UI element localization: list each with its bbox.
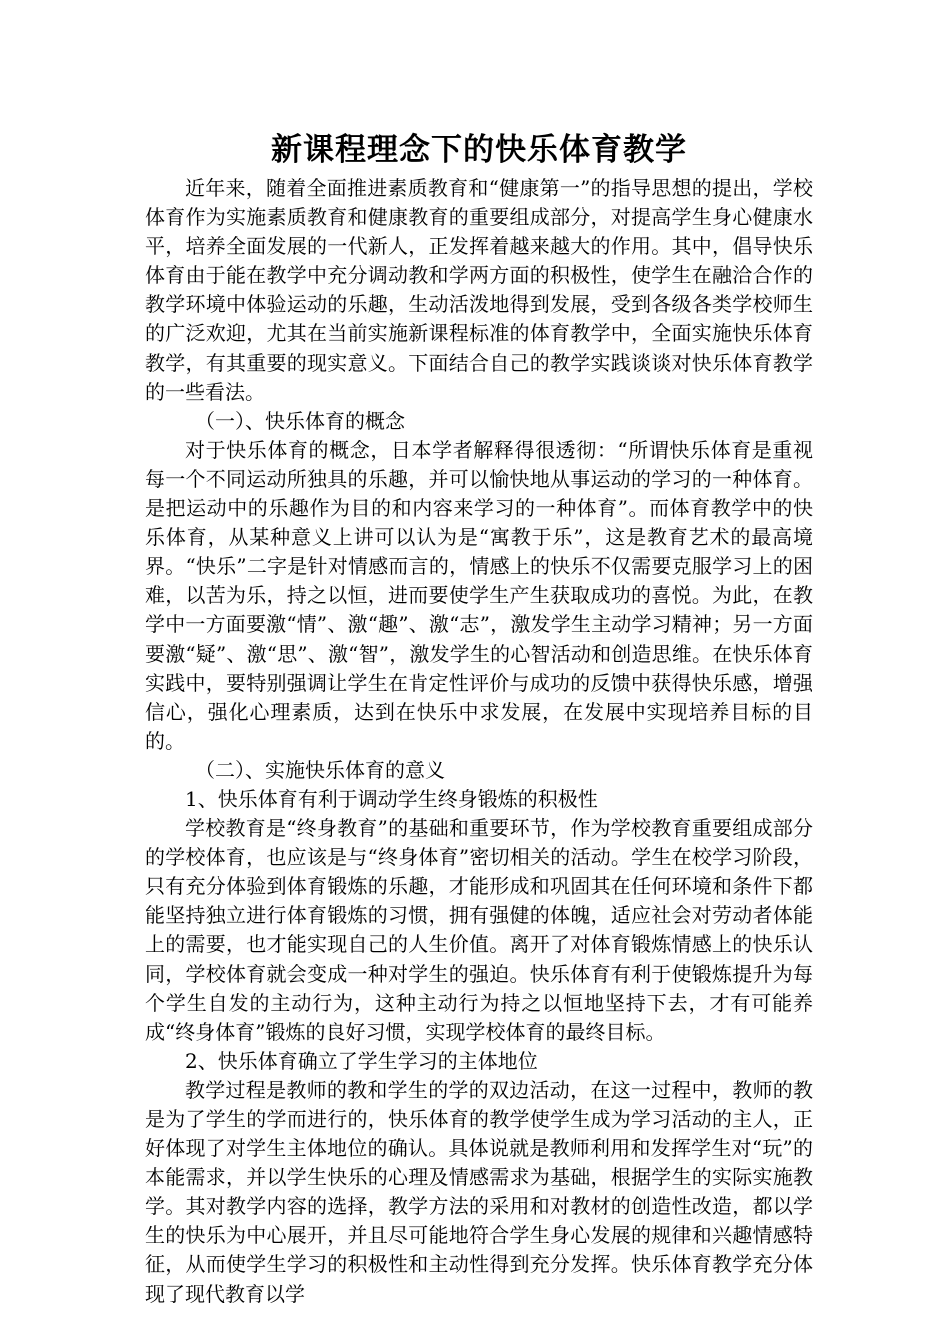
intro-paragraph: 近年来，随着全面推进素质教育和“健康第一”的指导思想的提出，学校体育作为实施素质教育和健康教育的重要组成部分，对提高学生身心健康水平，培养全面发展的一代新人，正发挥着越来越大的作用。其中，倡导快乐体育由于能在教学中充分调动教和学两方面的积极性，使学生在融洽合作的教学环境中体验运动的乐趣，生动活泼地得到发展，受到各级各类学校师生的广泛欢迎，尤其在当前实施新课程标准的体育教学中，全面实施快乐体育教学，有其重要的现实意义。下面结合自己的教学实践谈谈对快乐体育教学的一些看法。 bbox=[145, 176, 813, 404]
section-heading-concept: （一）、快乐体育的概念 bbox=[195, 408, 405, 433]
student-subject-paragraph: 教学过程是教师的教和学生的学的双边活动，在这一过程中，教师的教是为了学生的学而进行的，快乐体育的教学使学生成为学习活动的主人，正好体现了对学生主体地位的确认。具体说就是教师利用和发挥学生对“玩”的本能需求，并以学生快乐的心理及情感需求为基础，根据学生的实际实施教学。其对教学内容的选择，教学方法的采用和对教材的创造性改造，都以学生的快乐为中心展开，并且尽可能地符合学生身心发展的规律和兴趣情感特征，从而使学生学习的积极性和主动性得到充分发挥。快乐体育教学充分体现了现代教育以学 bbox=[145, 1077, 813, 1306]
subheading-lifelong-exercise: 1、快乐体育有利于调动学生终身锻炼的积极性 bbox=[185, 786, 598, 811]
subheading-student-subject: 2、快乐体育确立了学生学习的主体地位 bbox=[185, 1048, 538, 1073]
document-page bbox=[145, 128, 813, 1309]
document-title: 新课程理念下的快乐体育教学 bbox=[271, 132, 687, 168]
concept-paragraph: 对于快乐体育的概念，日本学者解释得很透彻：“所谓快乐体育是重视每一个不同运动所独具的乐趣，并可以愉快地从事运动的学习的一种体育。是把运动中的乐趣作为目的和内容来学习的一种体育”。而体育教学中的快乐体育，从某种意义上讲可以认为是“寓教于乐”，这是教育艺术的最高境界。“快乐”二字是针对情感而言的，情感上的快乐不仅需要克服学习上的困难，以苦为乐，持之以恒，进而要使学生产生获取成功的喜悦。为此，在教学中一方面要激“情”、激“趣”、激“志”，激发学生主动学习精神；另一方面要激“疑”、激“思”、激“智”，激发学生的心智活动和创造思维。在快乐体育实践中，要特别强调让学生在肯定性评价与成功的反馈中获得快乐感，增强信心，强化心理素质，达到在快乐中求发展，在发展中实现培养目标的目的。 bbox=[145, 437, 813, 753]
lifelong-exercise-paragraph: 学校教育是“终身教育”的基础和重要环节，作为学校教育重要组成部分的学校体育，也应该是与“终身体育”密切相关的活动。学生在校学习阶段，只有充分体验到体育锻炼的乐趣，才能形成和巩固其在任何环境和条件下都能坚持独立进行体育锻炼的习惯，拥有强健的体魄，适应社会对劳动者体能上的需要，也才能实现自己的人生价值。离开了对体育锻炼情感上的快乐认同，学校体育就会变成一种对学生的强迫。快乐体育有利于使锻炼提升为每个学生自发的主动行为，这种主动行为持之以恒地坚持下去，才有可能养成“终身体育”锻炼的良好习惯，实现学校体育的最终目标。 bbox=[145, 816, 813, 1044]
section-heading-significance: （二）、实施快乐体育的意义 bbox=[195, 757, 445, 782]
